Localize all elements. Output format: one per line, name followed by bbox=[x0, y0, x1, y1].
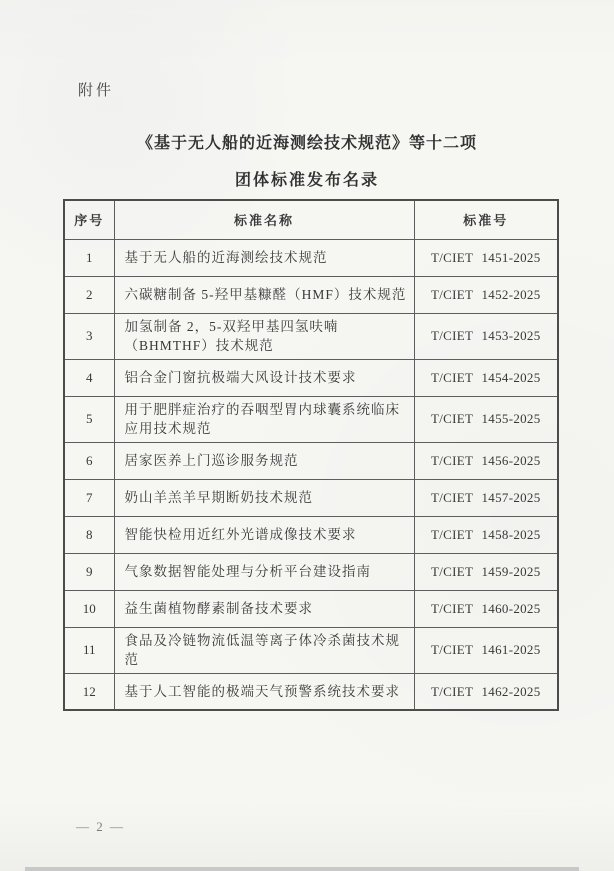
standard-name-cell: 用于肥胖症治疗的吞咽型胃内球囊系统临床应用技术规范 bbox=[114, 396, 414, 442]
standard-code-cell: T/CIET 1451-2025 bbox=[414, 239, 558, 276]
standard-code-cell: T/CIET 1457-2025 bbox=[414, 479, 558, 516]
row-number-cell: 9 bbox=[64, 553, 114, 590]
table-row bbox=[64, 590, 558, 627]
table-row bbox=[64, 627, 558, 673]
header-cell-index: 序号 bbox=[64, 200, 114, 239]
standard-name-cell: 基于无人船的近海测绘技术规范 bbox=[114, 239, 414, 276]
table-row bbox=[64, 673, 558, 710]
scan-edge-artifact bbox=[25, 867, 579, 871]
standard-code-cell: T/CIET 1460-2025 bbox=[414, 590, 558, 627]
table-row bbox=[64, 239, 558, 276]
table-row bbox=[64, 516, 558, 553]
header-cell-standard-name: 标准名称 bbox=[114, 200, 414, 239]
table-row bbox=[64, 313, 558, 359]
standard-code-cell: T/CIET 1461-2025 bbox=[414, 627, 558, 673]
standard-code-cell: T/CIET 1462-2025 bbox=[414, 673, 558, 710]
header-cell-standard-code: 标准号 bbox=[414, 200, 558, 239]
page-number: — 2 — bbox=[76, 819, 125, 834]
standard-code-cell: T/CIET 1453-2025 bbox=[414, 313, 558, 359]
standard-code-cell: T/CIET 1459-2025 bbox=[414, 553, 558, 590]
row-number-cell: 2 bbox=[64, 276, 114, 313]
row-number-cell: 3 bbox=[64, 313, 114, 359]
table-row bbox=[64, 553, 558, 590]
standard-name-cell: 益生菌植物酵素制备技术要求 bbox=[114, 590, 414, 627]
table-row bbox=[64, 359, 558, 396]
row-number-cell: 7 bbox=[64, 479, 114, 516]
table-header-row bbox=[64, 200, 558, 239]
row-number-cell: 1 bbox=[64, 239, 114, 276]
document-title-line2: 团体标准发布名录 bbox=[234, 172, 379, 189]
standard-name-cell: 居家医养上门巡诊服务规范 bbox=[114, 442, 414, 479]
standard-name-cell: 加氢制备 2，5-双羟甲基四氢呋喃（BHMTHF）技术规范 bbox=[114, 313, 414, 359]
row-number-cell: 12 bbox=[64, 673, 114, 710]
attachment-label: 附件 bbox=[78, 83, 115, 99]
standard-name-cell: 智能快检用近红外光谱成像技术要求 bbox=[114, 516, 414, 553]
standard-code-cell: T/CIET 1458-2025 bbox=[414, 516, 558, 553]
standard-name-cell: 基于人工智能的极端天气预警系统技术要求 bbox=[114, 673, 414, 710]
standard-code-cell: T/CIET 1456-2025 bbox=[414, 442, 558, 479]
table-row bbox=[64, 396, 558, 442]
table-row bbox=[64, 479, 558, 516]
standards-table-body bbox=[64, 239, 558, 710]
standard-name-cell: 奶山羊羔羊早期断奶技术规范 bbox=[114, 479, 414, 516]
row-number-cell: 6 bbox=[64, 442, 114, 479]
row-number-cell: 4 bbox=[64, 359, 114, 396]
table-row bbox=[64, 442, 558, 479]
row-number-cell: 5 bbox=[64, 396, 114, 442]
row-number-cell: 10 bbox=[64, 590, 114, 627]
standard-code-cell: T/CIET 1455-2025 bbox=[414, 396, 558, 442]
standard-name-cell: 六碳糖制备 5-羟甲基糠醛（HMF）技术规范 bbox=[114, 276, 414, 313]
document-title-line1: 《基于无人船的近海测绘技术规范》等十二项 bbox=[136, 135, 477, 152]
row-number-cell: 11 bbox=[64, 627, 114, 673]
table-row bbox=[64, 276, 558, 313]
standard-name-cell: 气象数据智能处理与分析平台建设指南 bbox=[114, 553, 414, 590]
document-title bbox=[0, 130, 614, 190]
standard-name-cell: 铝合金门窗抗极端大风设计技术要求 bbox=[114, 359, 414, 396]
row-number-cell: 8 bbox=[64, 516, 114, 553]
standards-table bbox=[63, 199, 559, 711]
standards-table-header bbox=[64, 200, 558, 239]
standard-code-cell: T/CIET 1452-2025 bbox=[414, 276, 558, 313]
standard-name-cell: 食品及冷链物流低温等离子体冷杀菌技术规范 bbox=[114, 627, 414, 673]
standard-code-cell: T/CIET 1454-2025 bbox=[414, 359, 558, 396]
